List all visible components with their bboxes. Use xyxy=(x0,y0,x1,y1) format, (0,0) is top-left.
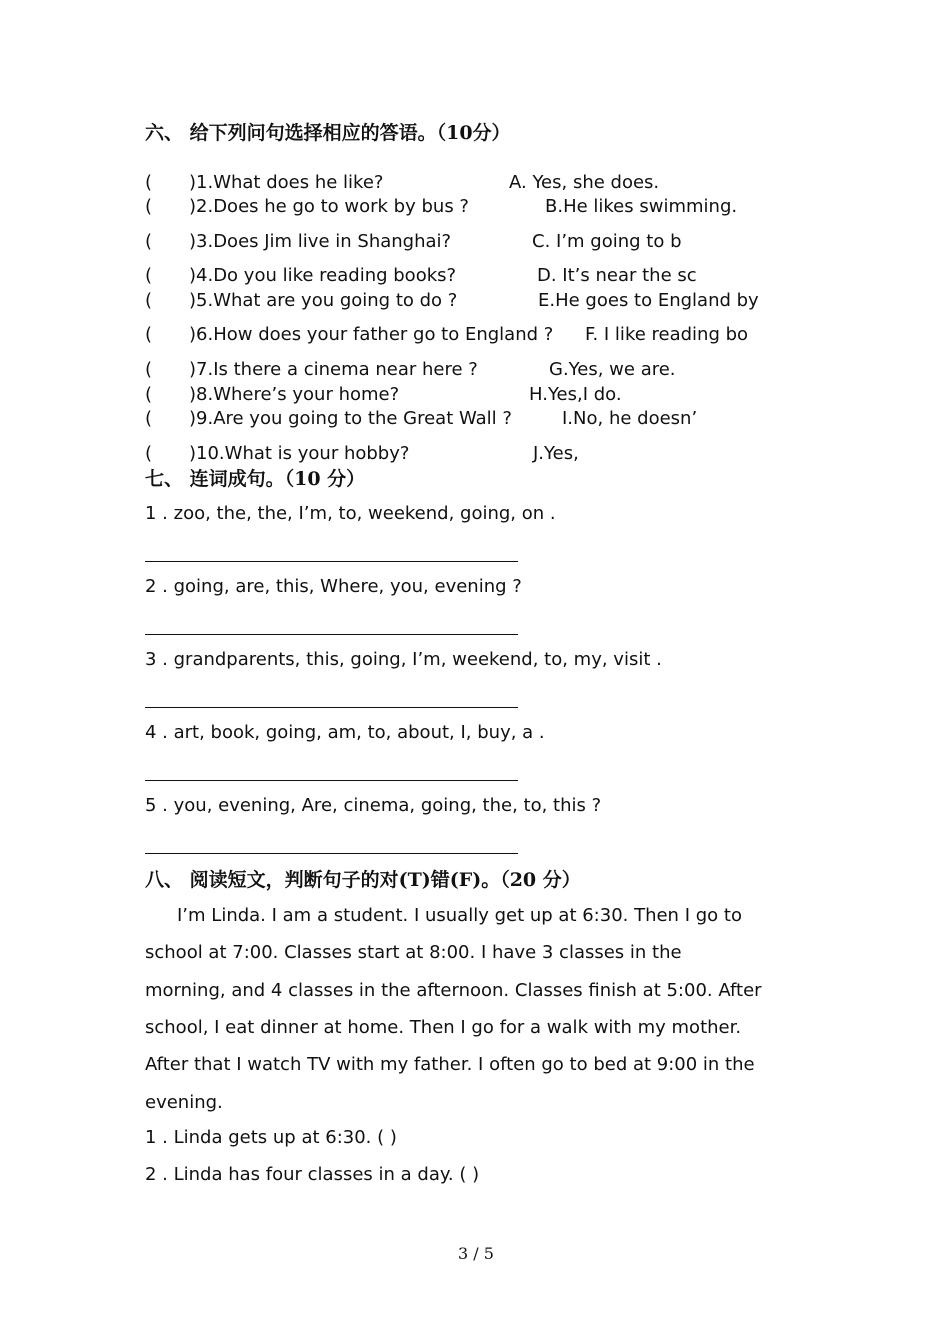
answer-option: D. It’s near the sc xyxy=(537,265,697,286)
tf-question: 1 . Linda gets up at 6:30. ( ) xyxy=(145,1127,397,1148)
question-text: )9.Are you going to the Great Wall ? xyxy=(189,408,512,429)
question-text: )5.What are you going to do ? xyxy=(189,290,458,311)
section6-title: 六、 给下列问句选择相应的答语。（10分） xyxy=(145,122,511,144)
question-text: )10.What is your hobby? xyxy=(189,443,410,464)
answer-paren: ( xyxy=(145,231,153,252)
answer-line xyxy=(145,780,518,781)
answer-option: E.He goes to England by xyxy=(538,290,759,311)
word-list: 4 . art, book, going, am, to, about, I, buy, a . xyxy=(145,722,545,743)
answer-option: C. I’m going to b xyxy=(532,231,682,252)
answer-option: H.Yes,I do. xyxy=(529,384,622,405)
tf-question: 2 . Linda has four classes in a day. ( ) xyxy=(145,1164,480,1185)
word-list: 1 . zoo, the, the, I’m, to, weekend, going, on . xyxy=(145,503,556,524)
answer-line xyxy=(145,561,518,562)
answer-option: B.He likes swimming. xyxy=(545,196,738,217)
question-text: )6.How does your father go to England ? xyxy=(189,324,554,345)
answer-line xyxy=(145,707,518,708)
word-list: 2 . going, are, this, Where, you, evening ? xyxy=(145,576,522,597)
question-text: )2.Does he go to work by bus ? xyxy=(189,196,469,217)
answer-paren: ( xyxy=(145,290,153,311)
passage-line: school, I eat dinner at home. Then I go for a walk with my mother. xyxy=(145,1017,742,1038)
answer-paren: ( xyxy=(145,408,153,429)
section7-title: 七、 连词成句。（10 分） xyxy=(145,468,366,490)
answer-paren: ( xyxy=(145,359,153,380)
answer-option: J.Yes, xyxy=(533,443,579,464)
passage-line: I’m Linda. I am a student. I usually get up at 6:30. Then I go to xyxy=(177,905,742,926)
answer-paren: ( xyxy=(145,265,153,286)
answer-paren: ( xyxy=(145,324,153,345)
word-list: 5 . you, evening, Are, cinema, going, the, to, this ? xyxy=(145,795,602,816)
page-number: 3 / 5 xyxy=(458,1244,494,1263)
answer-option: F. I like reading bo xyxy=(585,324,749,345)
passage-line: morning, and 4 classes in the afternoon. Classes finish at 5:00. After xyxy=(145,980,762,1001)
answer-line xyxy=(145,853,518,854)
question-text: )3.Does Jim live in Shanghai? xyxy=(189,231,452,252)
passage-line: school at 7:00. Classes start at 8:00. I have 3 classes in the xyxy=(145,942,682,963)
question-text: )1.What does he like? xyxy=(189,172,384,193)
answer-option: G.Yes, we are. xyxy=(549,359,676,380)
answer-paren: ( xyxy=(145,384,153,405)
passage-line: After that I watch TV with my father. I often go to bed at 9:00 in the xyxy=(145,1054,755,1075)
answer-option: I.No, he doesn’ xyxy=(562,408,698,429)
answer-option: A. Yes, she does. xyxy=(509,172,660,193)
question-text: )7.Is there a cinema near here ? xyxy=(189,359,478,380)
question-text: )4.Do you like reading books? xyxy=(189,265,457,286)
answer-line xyxy=(145,634,518,635)
passage-line: evening. xyxy=(145,1092,223,1113)
answer-paren: ( xyxy=(145,172,153,193)
section8-title: 八、 阅读短文，判断句子的对(T)错(F)。（20 分） xyxy=(145,869,581,891)
answer-paren: ( xyxy=(145,196,153,217)
question-text: )8.Where’s your home? xyxy=(189,384,400,405)
word-list: 3 . grandparents, this, going, I’m, weekend, to, my, visit . xyxy=(145,649,662,670)
answer-paren: ( xyxy=(145,443,153,464)
